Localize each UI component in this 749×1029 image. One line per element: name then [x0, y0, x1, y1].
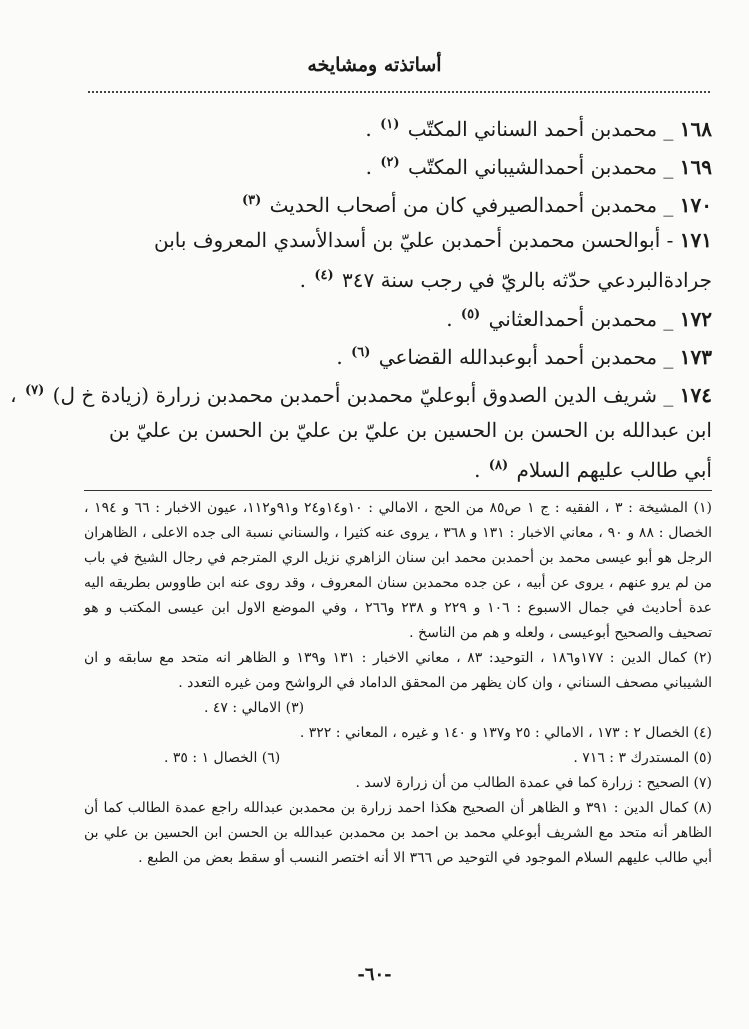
entry-tail: .	[446, 307, 453, 331]
entry-169	[78, 146, 712, 184]
entry-number: ١٧٢	[679, 307, 712, 331]
entry-171	[78, 222, 712, 298]
entry-number: ١٧٤	[679, 383, 712, 407]
footnote-5: (٥) المستدرك ٣ : ٧١٦ .	[573, 750, 712, 766]
header-dotted-rule	[88, 91, 710, 93]
entry-tail: ،	[10, 383, 17, 407]
footnote-8: (٨) كمال الدين : ٣٩١ و الظاهر أن الصحيح هكذا احمد زرارة بن محمدبن عبدالله راجع عمدة الطالب كما أن الظاهر أنه متحد مع الشريف أبوعلي محمد بن احمد بن محمدبن عبدالله بن الحسن ابن الحسين بن علي بن أبي طالب عليهم السلام الموجود في التوحيد ص ٣٦٦ الا أنه اختصر النسب أو سقط بعض من الطبع .	[84, 800, 713, 866]
entry-tail: .	[299, 268, 307, 292]
entry-168	[78, 108, 712, 146]
running-header: أساتذته ومشايخه	[307, 54, 442, 76]
entry-173	[78, 336, 712, 374]
entry-text: _ محمدبن أحمد السناني المكتّب	[407, 117, 674, 141]
footnote-1: (١) المشيخة : ٣ ، الفقيه : ج ١ ص٨٥ من الحج ، الامالي : ١٠و١٤و٢٤ و٩١و١١٢، عيون الاخبار : ٦٦ و ١٩٤ ، الخصال : ٨٨ و ٩٠ ، معاني الاخبار : ١٣١ و ٣٦٨ ، يروى عنه كثيرا ، والسناني نسبة الى جده الاعلى ، الظاهران الرجل هو أبو عيسى محمد بن أحمدبن محمد ابن سنان الزاهري نزيل الري المترجم في رجال الشيخ في باب من لم يرو عنهم ، يروى عن أبيه ، عن جده محمدبن سنان المعروف ، وقد روى عنه ابن طاووس بطريقه اليه عدة أحاديث في جمال الاسبوع : ١٠٦ و ٢٢٩ و ٢٣٨ و٢٦٦ ، وفي الموضع الاول ابن عيسى المكتب و هو تصحيف والصحيح أبوعيسى ، ولعله و هم من الناسخ .	[84, 500, 712, 641]
footnote-ref: (٤)	[314, 268, 334, 283]
entry-174	[10, 374, 712, 412]
entry-text: ابن عبدالله بن الحسن بن الحسين بن عليّ بن عليّ بن الحسن بن عليّ بن أبي طالب عليهم السلام	[109, 418, 712, 482]
footnote-3: (٣) الامالي : ٤٧ .	[204, 700, 305, 716]
footnote-ref: (٨)	[488, 458, 509, 473]
footnote-ref: (٦)	[351, 345, 371, 360]
footnotes-5-6-row	[84, 746, 712, 771]
footnote-ref: (٣)	[241, 193, 262, 208]
entry-number: ١٧٣	[679, 345, 712, 369]
footnote-7: (٧) الصحيح : زرارة كما في عمدة الطالب من أن زرارة لاسد .	[355, 775, 712, 791]
entry-text: _ محمدبن أحمدالعثاني	[488, 307, 674, 331]
entry-number: ١٧٠	[679, 193, 712, 217]
footnotes	[84, 496, 712, 871]
entry-number: ١٦٨	[679, 117, 712, 141]
footnote-ref: (٧)	[24, 383, 45, 398]
entry-text: _ محمدبن أحمد أبوعبدالله القضاعي	[378, 345, 674, 369]
entry-tail: .	[336, 345, 343, 369]
entry-number: ١٦٩	[679, 155, 712, 179]
entry-text: _ شريف الدين الصدوق أبوعليّ محمدبن أحمدبن محمدبن زرارة (زيادة خ ل)	[52, 383, 674, 407]
entry-text: _ محمدبن أحمدالشيباني المكتّب	[408, 155, 674, 179]
footnote-ref: (٢)	[380, 155, 400, 170]
entry-tail: .	[365, 155, 373, 179]
entries-list	[10, 108, 712, 488]
footnote-4: (٤) الخصال ٢ : ١٧٣ ، الامالي : ٢٥ و١٣٧ و ١٤٠ و غيره ، المعاني : ٣٢٢ .	[299, 725, 712, 741]
entry-tail: .	[474, 458, 481, 482]
footnote-ref: (١)	[380, 117, 400, 132]
footnote-ref: (٥)	[460, 307, 481, 322]
entry-170	[78, 184, 712, 222]
entry-172	[78, 298, 712, 336]
footnote-2: (٢) كمال الدين : ١٧٧و١٨٦ ، التوحيد: ٨٣ ، معاني الاخبار : ١٣١ و١٣٩ و الظاهر انه متحد مع سابقه و ان الشيباني مصحف السناني ، وان كان يظهر من المحقق الداماد في الرواشح ومن غيره التعدد .	[84, 650, 713, 691]
entry-text: - أبوالحسن محمدبن أحمدبن عليّ بن أسدالأسدي المعروف بابن جرادةالبردعي حدّثه بالريّ في رجب سنة ٣٤٧	[154, 228, 712, 292]
page-number: -٦٠-	[357, 964, 392, 985]
entry-text: _ محمدبن أحمدالصيرفي كان من أصحاب الحديث	[269, 193, 674, 217]
entry-number: ١٧١	[679, 228, 712, 252]
entry-tail: .	[365, 117, 372, 141]
entry-174-continuation	[78, 412, 712, 488]
footnote-6: (٦) الخصال ١ : ٣٥ .	[164, 750, 281, 766]
footnote-separator	[84, 490, 712, 491]
